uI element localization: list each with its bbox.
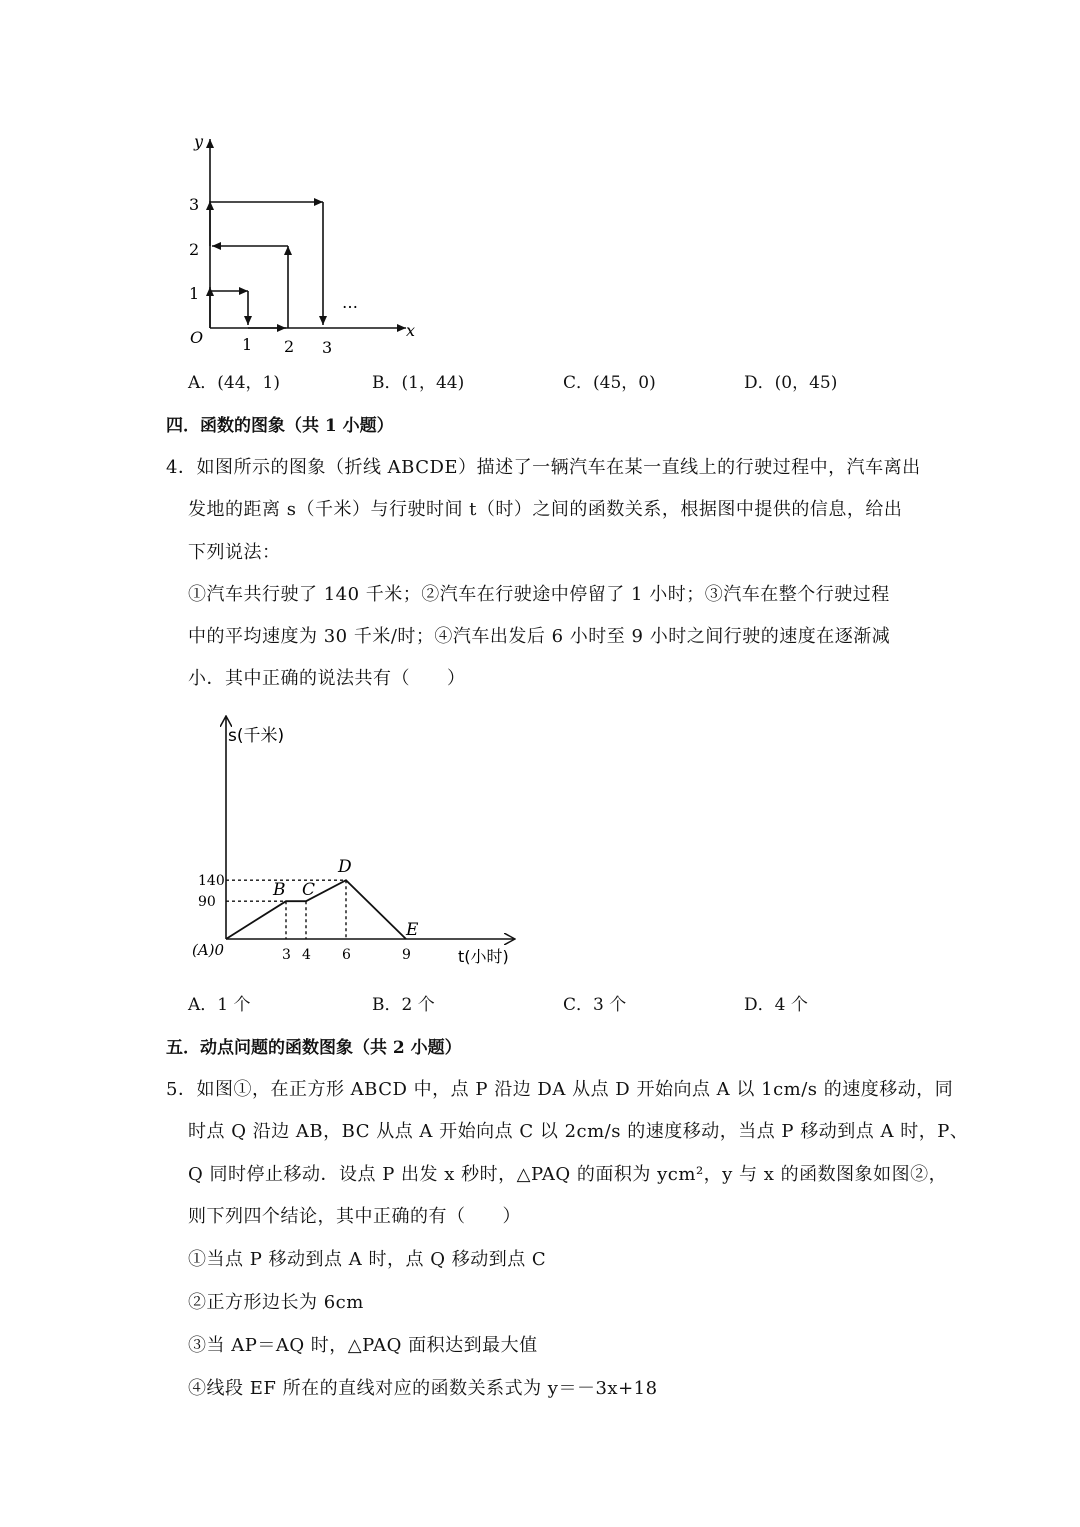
y-tick-label: 140: [198, 873, 225, 890]
point-label-E: E: [406, 920, 419, 940]
x-tick-label: 4: [302, 947, 311, 963]
q4-line-5: 中的平均速度为 30 千米/时；④汽车出发后 6 小时至 9 小时之间行驶的速度在逐渐减: [188, 626, 891, 647]
y-axis-label: y: [194, 132, 204, 151]
q3-option-d[interactable]: D．(0，45): [744, 373, 838, 393]
q5-statement-4: ④线段 EF 所在的直线对应的函数关系式为 y＝－3x+18: [188, 1378, 658, 1399]
section-5-title: 五．动点问题的函数图象（共 2 小题）: [166, 1038, 462, 1058]
q3-option-b[interactable]: B．(1，44): [372, 373, 465, 393]
q5-statement-2: ②正方形边长为 6cm: [188, 1292, 364, 1313]
q4-option-c[interactable]: C．3 个: [563, 995, 627, 1015]
q4-option-b[interactable]: B．2 个: [372, 995, 435, 1015]
origin-label: O: [190, 328, 204, 347]
point-label-B: B: [273, 880, 286, 901]
x-tick-1: 1: [242, 335, 253, 354]
y-tick-label: 90: [198, 894, 216, 911]
y-tick-3: 3: [189, 195, 200, 214]
x-tick-2: 2: [284, 337, 295, 356]
origin-label: (A)0: [192, 941, 225, 959]
q4-line-4: ①汽车共行驶了 140 千米；②汽车在行驶途中停留了 1 小时；③汽车在整个行驶过程: [188, 584, 890, 605]
q4-line-3: 下列说法：: [188, 542, 281, 563]
q5-line-4: 则下列四个结论，其中正确的有（ ）: [188, 1206, 521, 1227]
x-axis-label: x: [406, 321, 416, 340]
q5-statement-1: ①当点 P 移动到点 A 时，点 Q 移动到点 C: [188, 1249, 547, 1270]
spiral-path: [210, 201, 323, 328]
q5-statement-3: ③当 AP＝AQ 时，△PAQ 面积达到最大值: [188, 1335, 538, 1356]
q4-line-6: 小．其中正确的说法共有（ ）: [188, 668, 466, 689]
point-label-D: D: [338, 857, 352, 878]
x-tick-label: 3: [282, 947, 291, 963]
x-tick-label: 6: [342, 947, 351, 963]
y-tick-2: 2: [189, 240, 200, 259]
spiral-path-figure: [170, 125, 430, 360]
section-4-title: 四．函数的图象（共 1 小题）: [166, 416, 394, 436]
y-tick-1: 1: [189, 284, 200, 303]
x-tick-label: 9: [402, 947, 411, 963]
q5-line-3: Q 同时停止移动．设点 P 出发 x 秒时，△PAQ 的面积为 ycm²，y 与 x 的函数图象如图②，: [188, 1164, 948, 1185]
x-tick-3: 3: [322, 338, 333, 357]
q4-option-d[interactable]: D．4 个: [744, 995, 808, 1015]
q3-option-a[interactable]: A．(44，1): [188, 373, 280, 393]
point-label-C: C: [302, 880, 316, 901]
q5-line-1: 5．如图①，在正方形 ABCD 中，点 P 沿边 DA 从点 D 开始向点 A 以 1cm/s 的速度移动，同: [166, 1079, 954, 1100]
distance-time-chart: [180, 705, 530, 975]
q4-option-a[interactable]: A．1 个: [188, 995, 251, 1015]
ellipsis: …: [342, 293, 358, 312]
y-axis-label: s(千米): [228, 726, 285, 746]
q4-line-1: 4．如图所示的图象（折线 ABCDE）描述了一辆汽车在某一直线上的行驶过程中，汽车离出: [166, 457, 921, 478]
q4-line-2: 发地的距离 s（千米）与行驶时间 t（时）之间的函数关系，根据图中提供的信息，给出: [188, 499, 903, 520]
q3-option-c[interactable]: C．(45，0): [563, 373, 656, 393]
series-line: [226, 880, 406, 939]
q5-line-2: 时点 Q 沿边 AB，BC 从点 A 开始向点 C 以 2cm/s 的速度移动，当点 P 移动到点 A 时，P、: [188, 1121, 969, 1142]
x-axis-label: t(小时): [458, 947, 509, 966]
